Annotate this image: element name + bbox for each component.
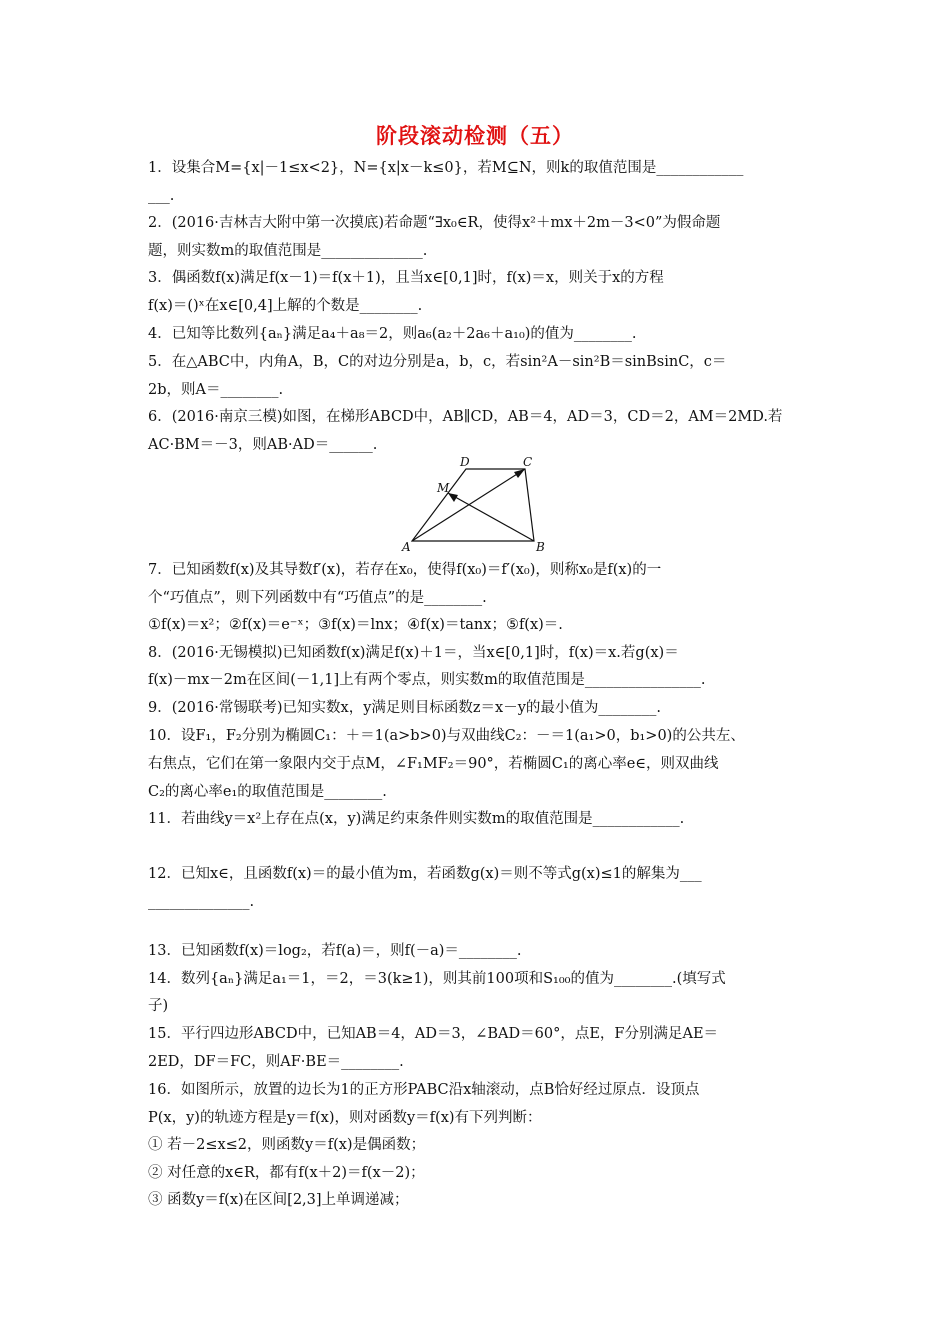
text-line: 16．如图所示，放置的边长为1的正方形PABC沿x轴滚动，点B恰好经过原点．设顶点: [148, 1082, 700, 1098]
segment-bm: [448, 493, 534, 541]
text-line: 右焦点，它们在第一象限内交于点M，∠F₁MF₂＝90°，若椭圆C₁的离心率e∈，则双曲线: [148, 756, 719, 772]
text-line: ① 若－2≤x≤2，则函数y＝f(x)是偶函数；: [148, 1137, 426, 1153]
label-c: C: [523, 455, 533, 469]
text-line: 3．偶函数f(x)满足f(x－1)＝f(x＋1)，且当x∈[0,1]时，f(x)＝x，则关于x的方程: [148, 270, 664, 286]
text-line: AC·BM＝－3，则AB·AD＝______.: [148, 437, 378, 453]
arrow-head-c: [514, 469, 525, 478]
label-d: D: [460, 455, 470, 469]
text-line: 个“巧值点”，则下列函数中有“巧值点”的是________.: [148, 590, 487, 606]
text-line: ①f(x)＝x²；②f(x)＝e⁻ˣ；③f(x)＝lnx；④f(x)＝tanx；⑤f(x)＝.: [148, 617, 563, 633]
text-line: 4．已知等比数列{aₙ}满足a₄＋a₈＝2，则a₆(a₂＋2a₆＋a₁₀)的值为________.: [148, 326, 637, 342]
text-line: 9．(2016·常锡联考)已知实数x，y满足则目标函数z＝x－y的最小值为________.: [148, 700, 662, 716]
text-line: f(x)＝()ˣ在x∈[0,4]上解的个数是________.: [148, 298, 423, 314]
arrow-head-m: [448, 493, 458, 502]
trapezoid-figure: [400, 455, 560, 555]
text-line: 6．(2016·南京三模)如图，在梯形ABCD中，AB∥CD，AB＝4，AD＝3，CD＝2，AM＝2MD.若: [148, 409, 783, 425]
text-line: 15．平行四边形ABCD中，已知AB＝4，AD＝3，∠BAD＝60°，点E，F分别满足AE＝: [148, 1026, 719, 1042]
text-line: ③ 函数y＝f(x)在区间[2,3]上单调递减；: [148, 1192, 409, 1208]
text-line: 题，则实数m的取值范围是______________.: [148, 243, 428, 259]
text-line: P(x，y)的轨迹方程是y＝f(x)，则对函数y＝f(x)有下列判断：: [148, 1110, 542, 1126]
label-b: B: [536, 540, 545, 554]
text-line: 14．数列{aₙ}满足a₁＝1，＝2，＝3(k≥1)，则其前100项和S₁₀₀的值为________.(填写式: [148, 971, 726, 987]
text-line: 5．在△ABC中，内角A，B，C的对边分别是a，b，c，若sin²A－sin²B＝sinBsinC，c＝: [148, 354, 727, 370]
text-line: 2．(2016·吉林吉大附中第一次摸底)若命题“∃x₀∈R，使得x²＋mx＋2m－3<0”为假命题: [148, 215, 721, 231]
label-a: A: [402, 540, 411, 554]
text-line: 7．已知函数f(x)及其导数f′(x)，若存在x₀，使得f(x₀)＝f′(x₀)，则称x₀是f(x)的一: [148, 562, 662, 578]
text-line: ② 对任意的x∈R，都有f(x＋2)＝f(x－2)；: [148, 1165, 425, 1181]
text-line: 子): [148, 998, 169, 1014]
text-line: 11．若曲线y＝x²上存在点(x，y)满足约束条件则实数m的取值范围是____________.: [148, 811, 685, 827]
text-line: 1．设集合M={x|－1≤x<2}，N={x|x－k≤0}，若M⊆N，则k的取值范围是____________: [148, 160, 744, 176]
text-line: ______________.: [148, 894, 255, 910]
text-line: C₂的离心率e₁的取值范围是________.: [148, 784, 387, 800]
page-title: 阶段滚动检测（五）: [376, 124, 574, 148]
text-line: 12．已知x∈，且函数f(x)＝的最小值为m，若函数g(x)＝则不等式g(x)≤1的解集为___: [148, 866, 702, 882]
text-line: ___.: [148, 188, 175, 204]
text-line: f(x)－mx－2m在区间(－1,1]上有两个零点，则实数m的取值范围是________________.: [148, 672, 706, 688]
label-m: M: [437, 481, 450, 495]
text-line: 2b，则A＝________.: [148, 382, 284, 398]
text-line: 10．设F₁，F₂分别为椭圆C₁：＋＝1(a>b>0)与双曲线C₂：－＝1(a₁>0，b₁>0)的公共左、: [148, 728, 745, 744]
text-line: 2ED，DF＝FC，则AF·BE＝________.: [148, 1054, 404, 1070]
text-line: 13．已知函数f(x)＝log₂，若f(a)＝，则f(－a)＝________.: [148, 943, 522, 959]
text-line: 8．(2016·无锡模拟)已知函数f(x)满足f(x)＋1＝，当x∈[0,1]时，f(x)＝x.若g(x)＝: [148, 645, 679, 661]
